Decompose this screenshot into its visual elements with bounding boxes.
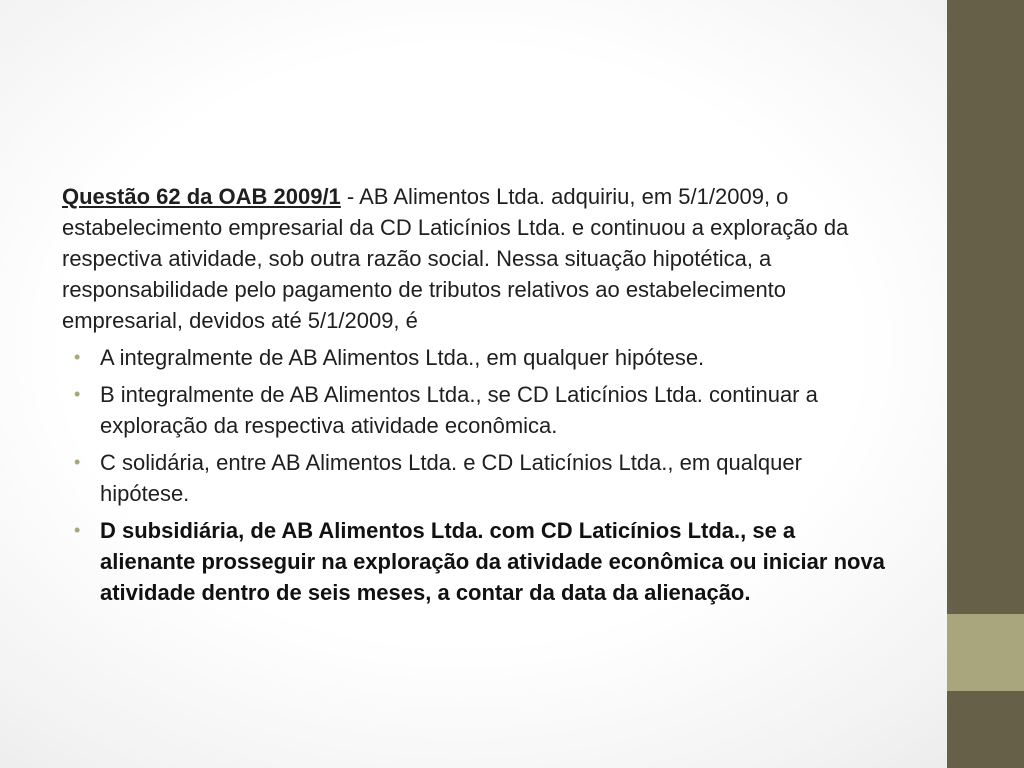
bullet-icon: • [74,520,81,540]
option-a-text: A integralmente de AB Alimentos Ltda., em qualquer hipótese. [100,345,705,370]
option-d-text: D subsidiária, de AB Alimentos Ltda. com CD Laticínios Ltda., se a alienante prosseguir na exploração da atividade econômica ou iniciar nova atividade dentro de seis meses, a contar da data da alienação. [100,518,885,605]
slide-content [62,181,892,614]
question-title: Questão 62 da OAB 2009/1 [62,184,341,209]
option-c [62,447,892,509]
option-d-correct [62,515,892,608]
question-body: - AB Alimentos Ltda. adquiriu, em 5/1/2009, o estabelecimento empresarial da CD Laticínios Ltda. e continuou a exploração da respectiva atividade, sob outra razão social. Nessa situação hipotética, a responsabilidade pelo pagamento de tributos relativos ao estabelecimento empresarial, devidos até 5/1/2009, é [62,184,849,333]
bullet-icon: • [74,384,81,404]
bullet-icon: • [74,452,81,472]
decorative-side-bar [947,0,1024,768]
bullet-icon: • [74,347,81,367]
option-c-text: C solidária, entre AB Alimentos Ltda. e CD Laticínios Ltda., em qualquer hipótese. [100,450,802,506]
option-b [62,379,892,441]
question-paragraph [62,181,892,336]
option-a [62,342,892,373]
option-b-text: B integralmente de AB Alimentos Ltda., se CD Laticínios Ltda. continuar a exploração da respectiva atividade econômica. [100,382,818,438]
answer-options-list [62,342,892,608]
decorative-side-accent [947,614,1024,691]
